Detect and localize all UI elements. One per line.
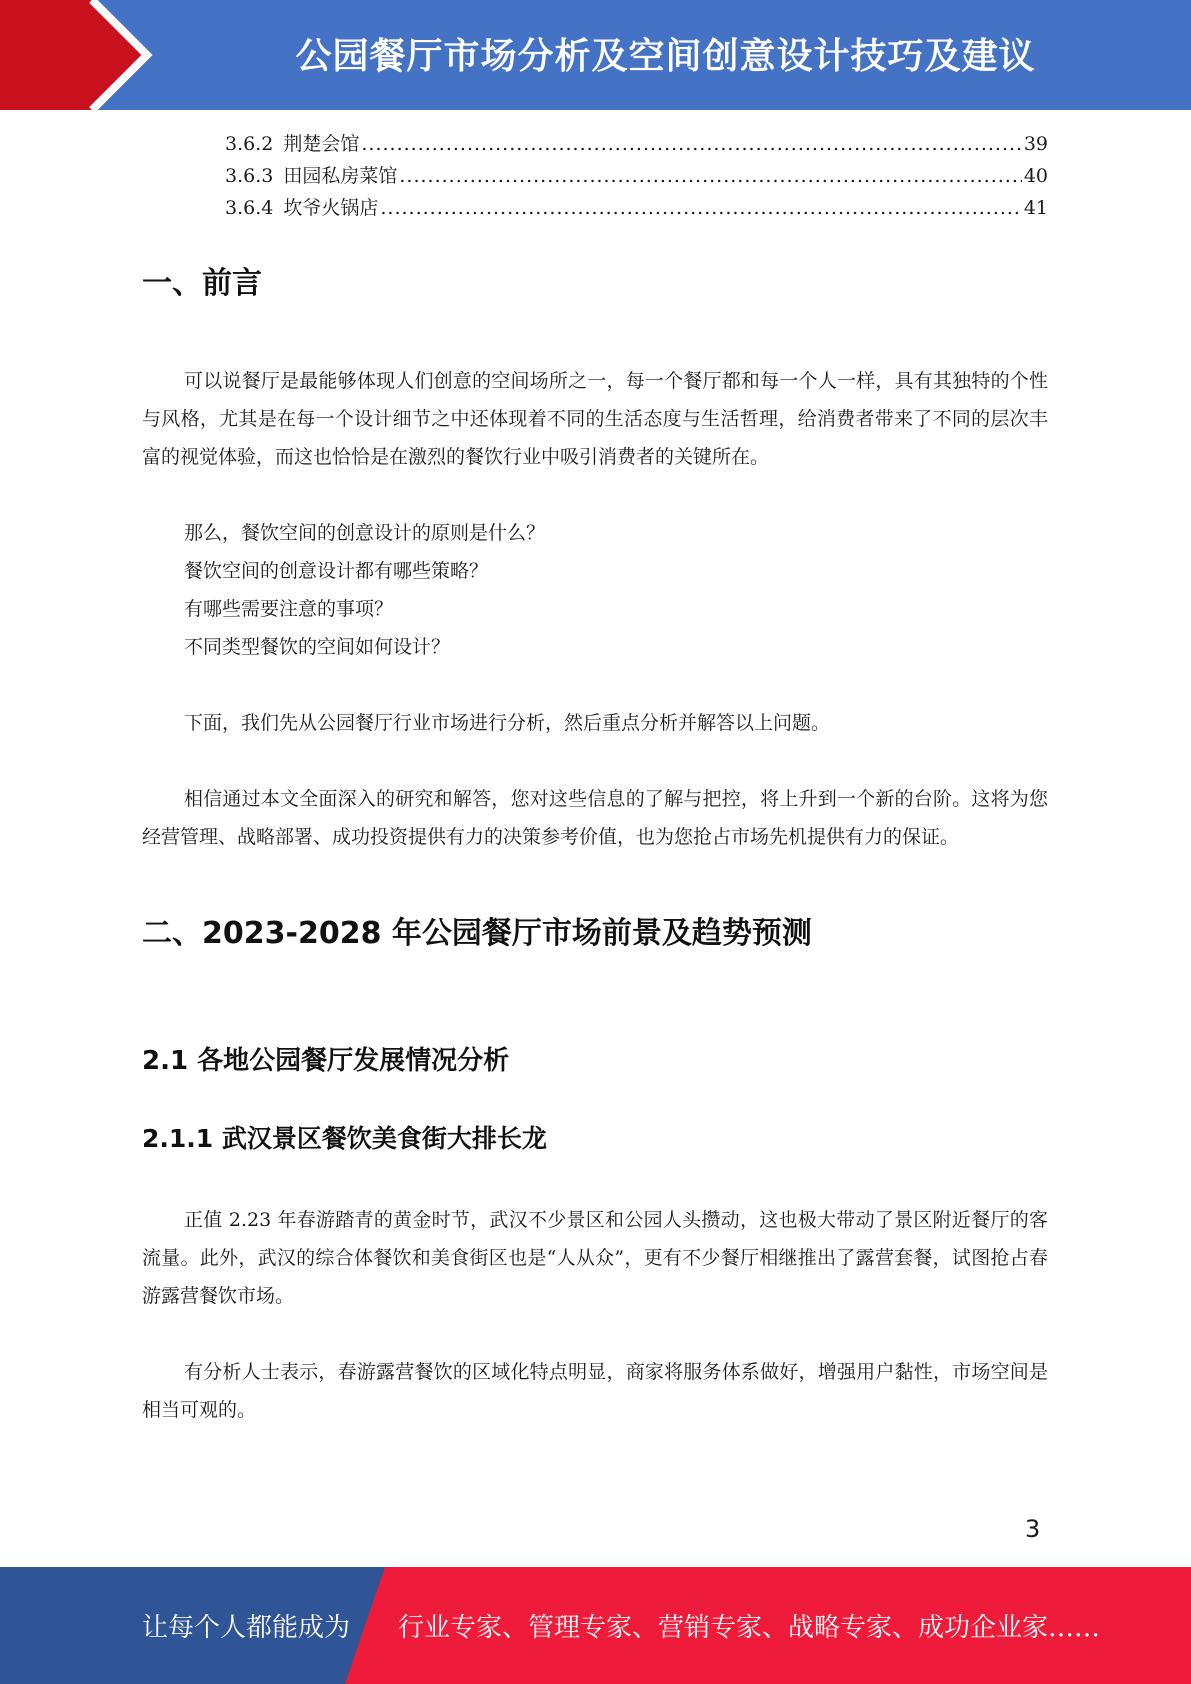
toc-title: 荆楚会馆	[283, 133, 360, 155]
toc-page: 41	[1023, 197, 1048, 219]
document-title: 公园餐厅市场分析及空间创意设计技巧及建议	[295, 35, 1036, 77]
question-item: 那么，餐饮空间的创意设计的原则是什么？	[184, 522, 546, 544]
header-arrow-decoration	[0, 0, 160, 110]
question-item: 有哪些需要注意的事项？	[184, 598, 394, 620]
paragraph: 有分析人士表示，春游露营餐饮的区域化特点明显，商家将服务体系做好，增强用户黏性，市场空间是相当可观的。	[142, 1361, 1048, 1421]
toc-title: 田园私房菜馆	[283, 165, 398, 187]
paragraph: 下面，我们先从公园餐厅行业市场进行分析，然后重点分析并解答以上问题。	[184, 712, 831, 734]
toc-leader-dots	[399, 160, 1021, 192]
toc-leader-dots	[380, 192, 1021, 224]
toc-number: 3.6.4	[225, 197, 274, 219]
toc-page: 40	[1023, 165, 1048, 187]
footer-banner	[0, 1567, 1191, 1684]
toc-number: 3.6.3	[225, 165, 274, 187]
question-list	[142, 514, 1048, 666]
footer-slogan-left: 让每个人都能成为	[142, 1613, 351, 1643]
toc-entry[interactable]	[225, 128, 1048, 160]
toc-page: 39	[1023, 133, 1048, 155]
paragraph: 正值 2.23 年春游踏青的黄金时节，武汉不少景区和公园人头攒动，这也极大带动了景区附近餐厅的客流量。此外，武汉的综合体餐饮和美食街区也是“人从众”，更有不少餐厅相继推出了露营套餐，试图抢占春游露营餐饮市场。	[142, 1209, 1048, 1307]
paragraph: 可以说餐厅是最能够体现人们创意的空间场所之一，每一个餐厅都和每一个人一样，具有其独特的个性与风格，尤其是在每一个设计细节之中还体现着不同的生活态度与生活哲理，给消费者带来了不同的层次丰富的视觉体验，而这也恰恰是在激烈的餐饮行业中吸引消费者的关键所在。	[142, 370, 1048, 468]
question-item: 餐饮空间的创意设计都有哪些策略？	[184, 560, 489, 582]
toc-leader-dots	[361, 128, 1021, 160]
section-heading-forecast: 二、2023-2028 年公园餐厅市场前景及趋势预测	[142, 916, 812, 951]
table-of-contents	[225, 128, 1048, 224]
main-content	[142, 258, 1048, 1429]
question-item: 不同类型餐饮的空间如何设计？	[184, 636, 451, 658]
subsection-heading: 2.1 各地公园餐厅发展情况分析	[142, 1046, 510, 1076]
toc-entry[interactable]	[225, 160, 1048, 192]
paragraph: 相信通过本文全面深入的研究和解答，您对这些信息的了解与把控，将上升到一个新的台阶。这将为您经营管理、战略部署、成功投资提供有力的决策参考价值，也为您抢占市场先机提供有力的保证。	[142, 788, 1048, 848]
section-heading-preface: 一、前言	[142, 266, 262, 301]
toc-number: 3.6.2	[225, 133, 274, 155]
toc-entry[interactable]	[225, 192, 1048, 224]
toc-title: 坎爷火锅店	[283, 197, 379, 219]
page-number: 3	[1025, 1515, 1041, 1543]
footer-slogan-right: 行业专家、管理专家、营销专家、战略专家、成功企业家……	[398, 1613, 1101, 1643]
header-banner	[0, 0, 1191, 110]
subsubsection-heading: 2.1.1 武汉景区餐饮美食街大排长龙	[142, 1124, 547, 1153]
